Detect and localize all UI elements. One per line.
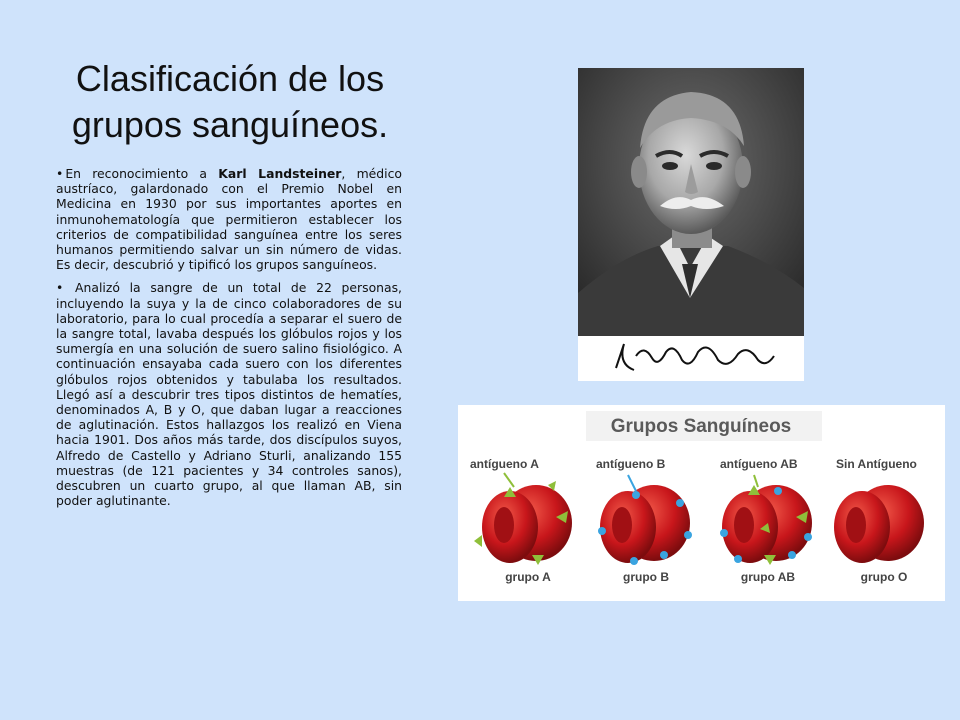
bullet: • <box>56 280 64 296</box>
no-antigen-label: Sin Antígueno <box>836 457 917 471</box>
title-line-2: grupos sanguíneos. <box>71 104 389 145</box>
group-a-label: grupo A <box>505 570 551 584</box>
body-text <box>56 166 402 516</box>
antigen-ab-label: antígueno AB <box>720 457 798 471</box>
paragraph-2 <box>56 280 402 508</box>
cell-group-o <box>834 485 924 563</box>
blood-groups-illustration <box>458 405 945 601</box>
slide-title <box>24 56 436 148</box>
landsteiner-name: Karl Landsteiner <box>218 166 342 181</box>
antigen-a-label: antígueno A <box>470 457 539 471</box>
bullet: • <box>56 166 64 181</box>
landsteiner-portrait <box>578 68 804 381</box>
title-line-1: Clasificación de los <box>75 58 385 99</box>
paragraph-1-intro: En reconocimiento a <box>65 166 219 181</box>
paragraph-2-text: Analizó la sangre de un total de 22 personas, incluyendo la suya y la de cinco colaboradores de su laboratorio, para lo cual procedía a separar el suero de la sangre total, lavaba después los glóbulos rojos y los sumergía en una solución de suero salino fisiológico. A continuación ensayaba cada suero con los diferentes glóbulos rojos obtenidos y tabulaba los resultados. Llegó así a descubrir tres tipos distintos de hematíes, denominados A, B y O, que daban lugar a reacciones de aglutinación. Estos hallazgos los realizó en Viena hacia 1901. Dos años más tarde, dos discípulos suyos, Alfredo de Castello y Adriano Sturli, analizando 155 muestras (de 121 pacientes y 34 controles sanos), descubren un cuarto grupo, al que llaman AB, sin poder aglutinante. <box>56 280 402 509</box>
figure-heading: Grupos Sanguíneos <box>610 416 792 437</box>
paragraph-1 <box>56 166 402 272</box>
paragraph-1-rest: , médico austríaco, galardonado con el Premio Nobel en Medicina en 1930 por sus importantes aportes en inmunohematología que permitieron establecer los criterios de compatibilidad sanguínea entre los seres humanos permitiendo salvar un sin número de vidas. Es decir, descubrió y tipificó los grupos sanguíneos. <box>56 166 402 273</box>
portrait-photo <box>578 68 804 381</box>
blood-groups-figure <box>458 405 945 601</box>
group-o-label: grupo O <box>860 570 908 584</box>
group-ab-label: grupo AB <box>740 570 796 584</box>
group-b-label: grupo B <box>623 570 669 584</box>
antigen-b-label: antígueno B <box>596 457 666 471</box>
